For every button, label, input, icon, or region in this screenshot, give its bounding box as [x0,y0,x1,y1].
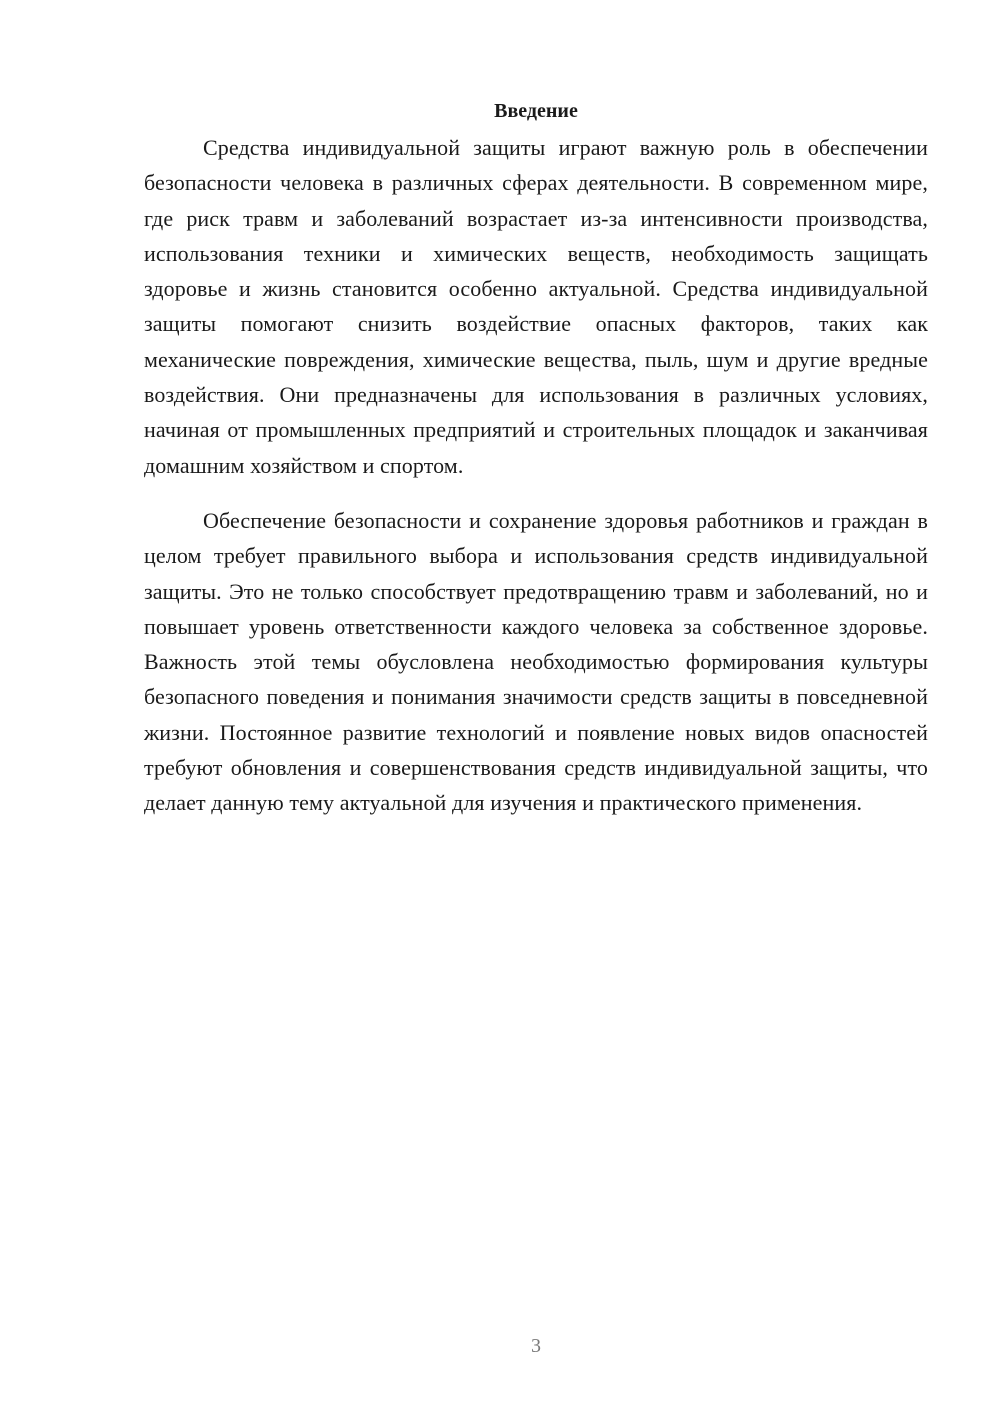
paragraph-2: Обеспечение безопасности и сохранение здоровья работников и граждан в целом требует правильного выбора и использования средств индивидуальной защиты. Это не только способствует предотвращению травм и заболеваний, но и повышает уровень ответственности каждого человека за собственное здоровье. Важность этой темы обусловлена необходимостью формирования культуры безопасного поведения и понимания значимости средств защиты в повседневной жизни. Постоянное развитие технологий и появление новых видов опасностей требуют обновления и совершенствования средств индивидуальной защиты, что делает данную тему актуальной для изучения и практического применения. [144,507,928,816]
paragraph-1: Средства индивидуальной защиты играют важную роль в обеспечении безопасности человека в различных сферах деятельности. В современном мире, где риск травм и заболеваний возрастает из-за интенсивности производства, использования техники и химических веществ, необходимость защищать здоровье и жизнь становится особенно актуальной. Средства индивидуальной защиты помогают снизить воздействие опасных факторов, таких как механические повреждения, химические вещества, пыль, шум и другие вредные воздействия. Они предназначены для использования в различных условиях, начиная от промышленных предприятий и строительных площадок и заканчивая домашним хозяйством и спортом. [144,135,928,478]
page-number: 3 [531,1335,541,1357]
page-content [144,96,928,821]
section-heading: Введение [494,100,578,122]
